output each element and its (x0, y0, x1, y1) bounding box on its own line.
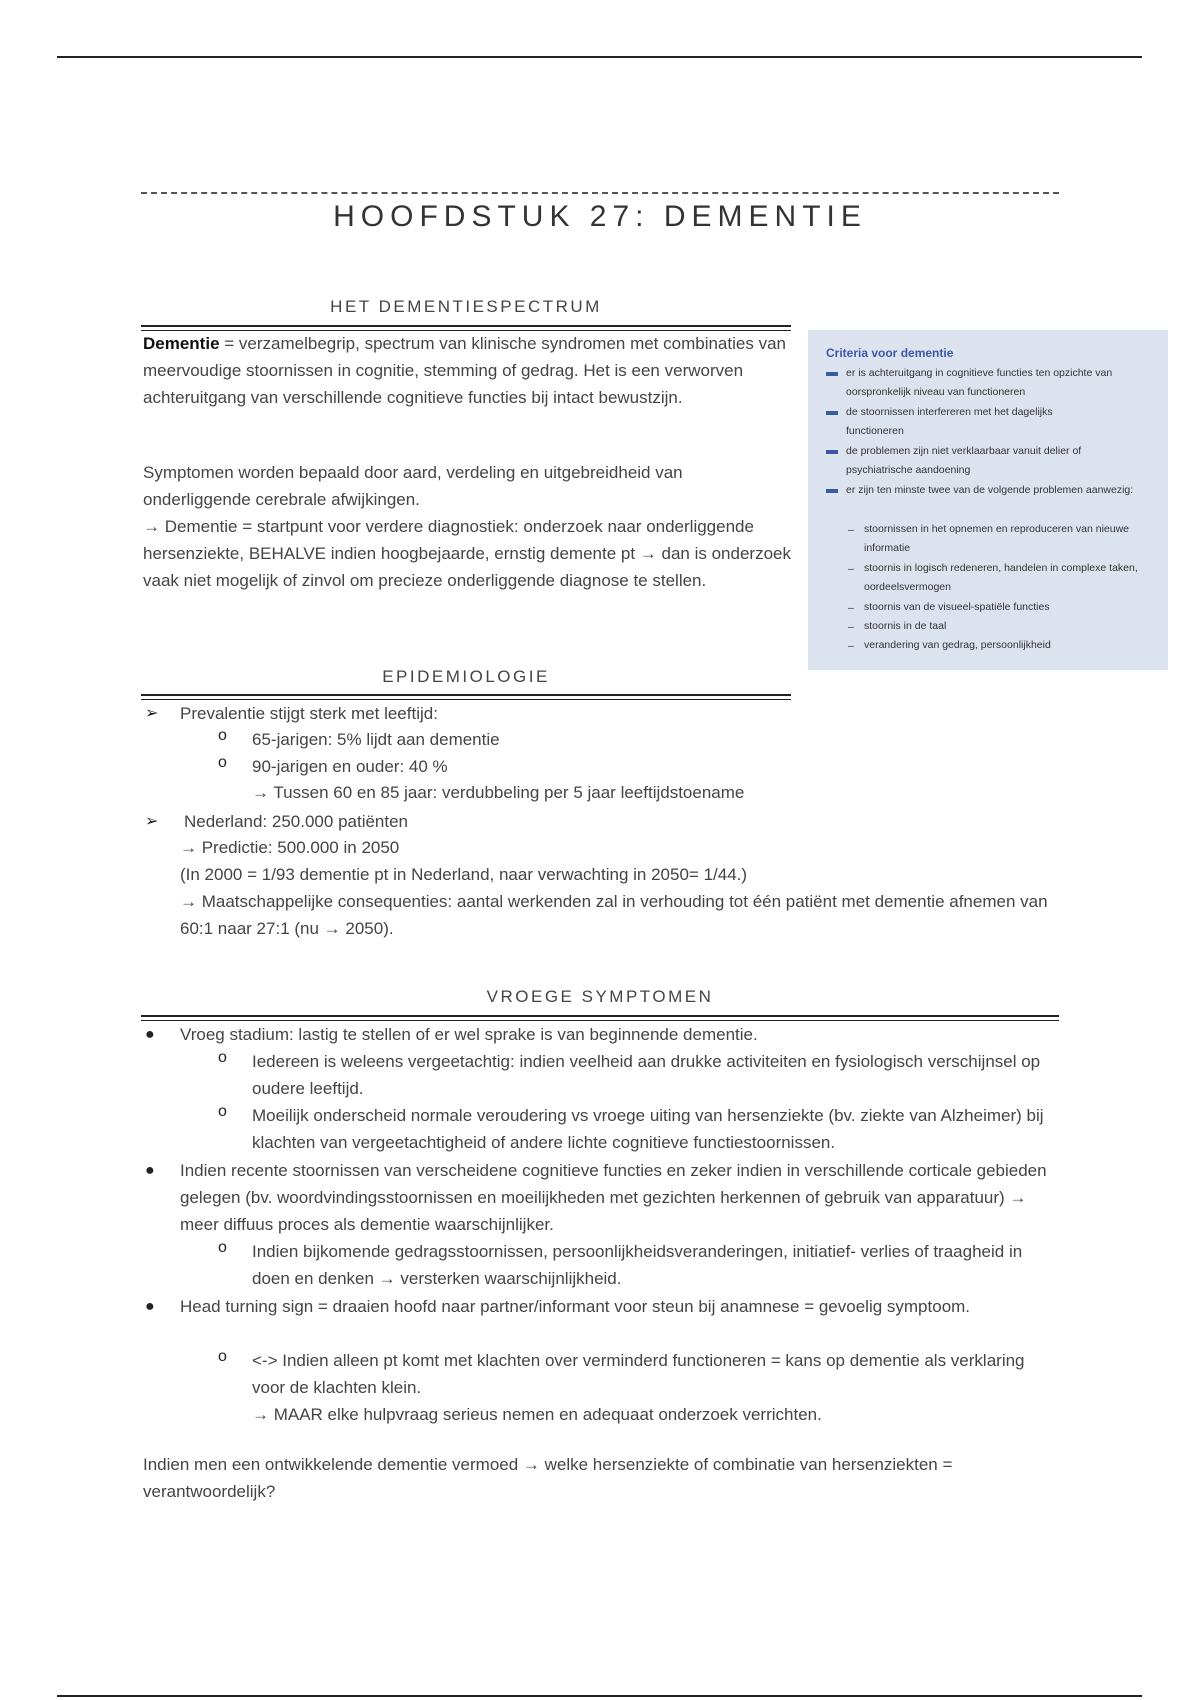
circle-bullet-icon: o (218, 1348, 227, 1365)
page-title: HOOFDSTUK 27: DEMENTIE (333, 200, 867, 233)
dot-bullet-icon: ● (145, 1298, 155, 1315)
early-note: → MAAR elke hulpvraag serieus nemen en adequaat onderzoek verrichten. (252, 1405, 822, 1424)
circle-bullet-icon: o (218, 1239, 227, 1256)
epidemiology-line: (In 2000 = 1/93 dementie pt in Nederland, naar verwachting in 2050= 1/44.) (180, 865, 748, 884)
section-heading-spectrum: HET DEMENTIESPECTRUM (330, 297, 602, 316)
early-item: Vroeg stadium: lastig te stellen of er wel sprake is van beginnende dementie. (180, 1025, 758, 1044)
title-dashed-rule (141, 192, 1059, 194)
epidemiology-item: Prevalentie stijgt sterk met leeftijd: (180, 704, 438, 723)
definition-text: = verzamelbegrip, spectrum van klinische syndromen met combinaties van meervoudige stoornissen in cognitie, stemming of gedrag. Het is een verworven achteruitgang van verschillende cognitieve functies bij intact bewustzijn. (143, 334, 786, 407)
arrow-bullet-icon: ➢ (145, 705, 159, 722)
criteria-subitem: stoornissen in het opnemen en reproduceren van nieuwe informatie (864, 523, 1130, 554)
section-heading-early-symptoms: VROEGE SYMPTOMEN (486, 987, 714, 1006)
criteria-item: er zijn ten minste twee van de volgende problemen aanwezig: (846, 484, 1134, 496)
diagnostics-paragraph: → Dementie = startpunt voor verdere diagnostiek: onderzoek naar onderliggende hersenziekte, BEHALVE indien hoogbejaarde, ernstig demente pt → dan is onderzoek vaak niet mogelijk of zinvol om precieze onderliggende diagnose te stellen. (143, 517, 791, 590)
page-bottom-rule (57, 1695, 1142, 1697)
criteria-subitem: verandering van gedrag, persoonlijkheid (864, 639, 1051, 651)
page-top-rule (57, 56, 1142, 58)
criteria-dash-icon (826, 411, 838, 415)
dot-bullet-icon: ● (145, 1026, 155, 1043)
criteria-subdash: – (848, 602, 854, 614)
criteria-subdash: – (848, 563, 854, 575)
early-item: Head turning sign = draaien hoofd naar partner/informant voor steun bij anamnese = gevoelig symptoom. (180, 1297, 971, 1316)
closing-paragraph: Indien men een ontwikkelende dementie vermoed → welke hersenziekte of combinatie van hersenziekten = verantwoordelijk? (143, 1455, 953, 1501)
early-subitem: <-> Indien alleen pt komt met klachten over verminderd functioneren = kans op dementie als verklaring voor de klachten klein. (252, 1351, 1025, 1397)
early-subitem: Moeilijk onderscheid normale veroudering vs vroege uiting van hersenziekte (bv. ziekte van Alzheimer) bij klachten van vergeetachtigheid of andere lichte cognitieve functiestoornissen. (252, 1106, 1044, 1152)
section-heading-epidemiology: EPIDEMIOLOGIE (382, 667, 550, 686)
criteria-subdash: – (848, 524, 854, 536)
epidemiology-subitem: 90-jarigen en ouder: 40 % (252, 757, 448, 776)
criteria-dash-icon (826, 372, 838, 376)
dot-bullet-icon: ● (145, 1162, 155, 1179)
early-subitem: Iedereen is weleens vergeetachtig: indien veelheid aan drukke activiteiten en fysiologisch verschijnsel op oudere leeftijd. (252, 1052, 1041, 1098)
criteria-subitem: stoornis in logisch redeneren, handelen in complexe taken, oordeelsvermogen (864, 562, 1138, 593)
criteria-subitem: stoornis van de visueel-spatiële functies (864, 601, 1050, 613)
epidemiology-note: → Tussen 60 en 85 jaar: verdubbeling per 5 jaar leeftijdstoename (252, 783, 745, 802)
epidemiology-subitem: 65-jarigen: 5% lijdt aan dementie (252, 730, 500, 749)
criteria-subitem: stoornis in de taal (864, 620, 947, 632)
epidemiology-line: → Predictie: 500.000 in 2050 (180, 838, 400, 857)
circle-bullet-icon: o (218, 727, 227, 744)
arrow-bullet-icon: ➢ (145, 813, 159, 830)
symptoms-paragraph: Symptomen worden bepaald door aard, verdeling en uitgebreidheid van onderliggende cerebrale afwijkingen. (143, 463, 683, 509)
criteria-item: de stoornissen interfereren met het dagelijks functioneren (846, 406, 1053, 437)
criteria-item: er is achteruitgang in cognitieve functies ten opzichte van oorspronkelijk niveau van functioneren (846, 367, 1113, 398)
criteria-dash-icon (826, 450, 838, 454)
epidemiology-line: → Maatschappelijke consequenties: aantal werkenden zal in verhouding tot één patiënt met dementie afnemen van 60:1 naar 27:1 (nu → 2050). (180, 892, 1048, 938)
criteria-dash-icon (826, 489, 838, 493)
criteria-subdash: – (848, 621, 854, 633)
circle-bullet-icon: o (218, 754, 227, 771)
criteria-item: de problemen zijn niet verklaarbaar vanuit delier of psychiatrische aandoening (846, 445, 1082, 476)
definition-term: Dementie (143, 334, 220, 353)
criteria-subdash: – (848, 640, 854, 652)
circle-bullet-icon: o (218, 1049, 227, 1066)
definition-paragraph (143, 330, 793, 411)
circle-bullet-icon: o (218, 1103, 227, 1120)
early-subitem: Indien bijkomende gedragsstoornissen, persoonlijkheidsveranderingen, initiatief- verlies of traagheid in doen en denken → versterken waarschijnlijkheid. (252, 1242, 1023, 1288)
epidemiology-item: Nederland: 250.000 patiënten (184, 812, 409, 831)
criteria-title: Criteria voor dementie (826, 346, 954, 360)
early-item: Indien recente stoornissen van verscheidene cognitieve functies en zeker indien in verschillende corticale gebieden gelegen (bv. woordvindingsstoornissen en moeilijkheden met gezichten herkennen of gebruik van apparatuur) → meer diffuus proces als dementie waarschijnlijker. (180, 1161, 1047, 1234)
criteria-box (808, 330, 1168, 670)
